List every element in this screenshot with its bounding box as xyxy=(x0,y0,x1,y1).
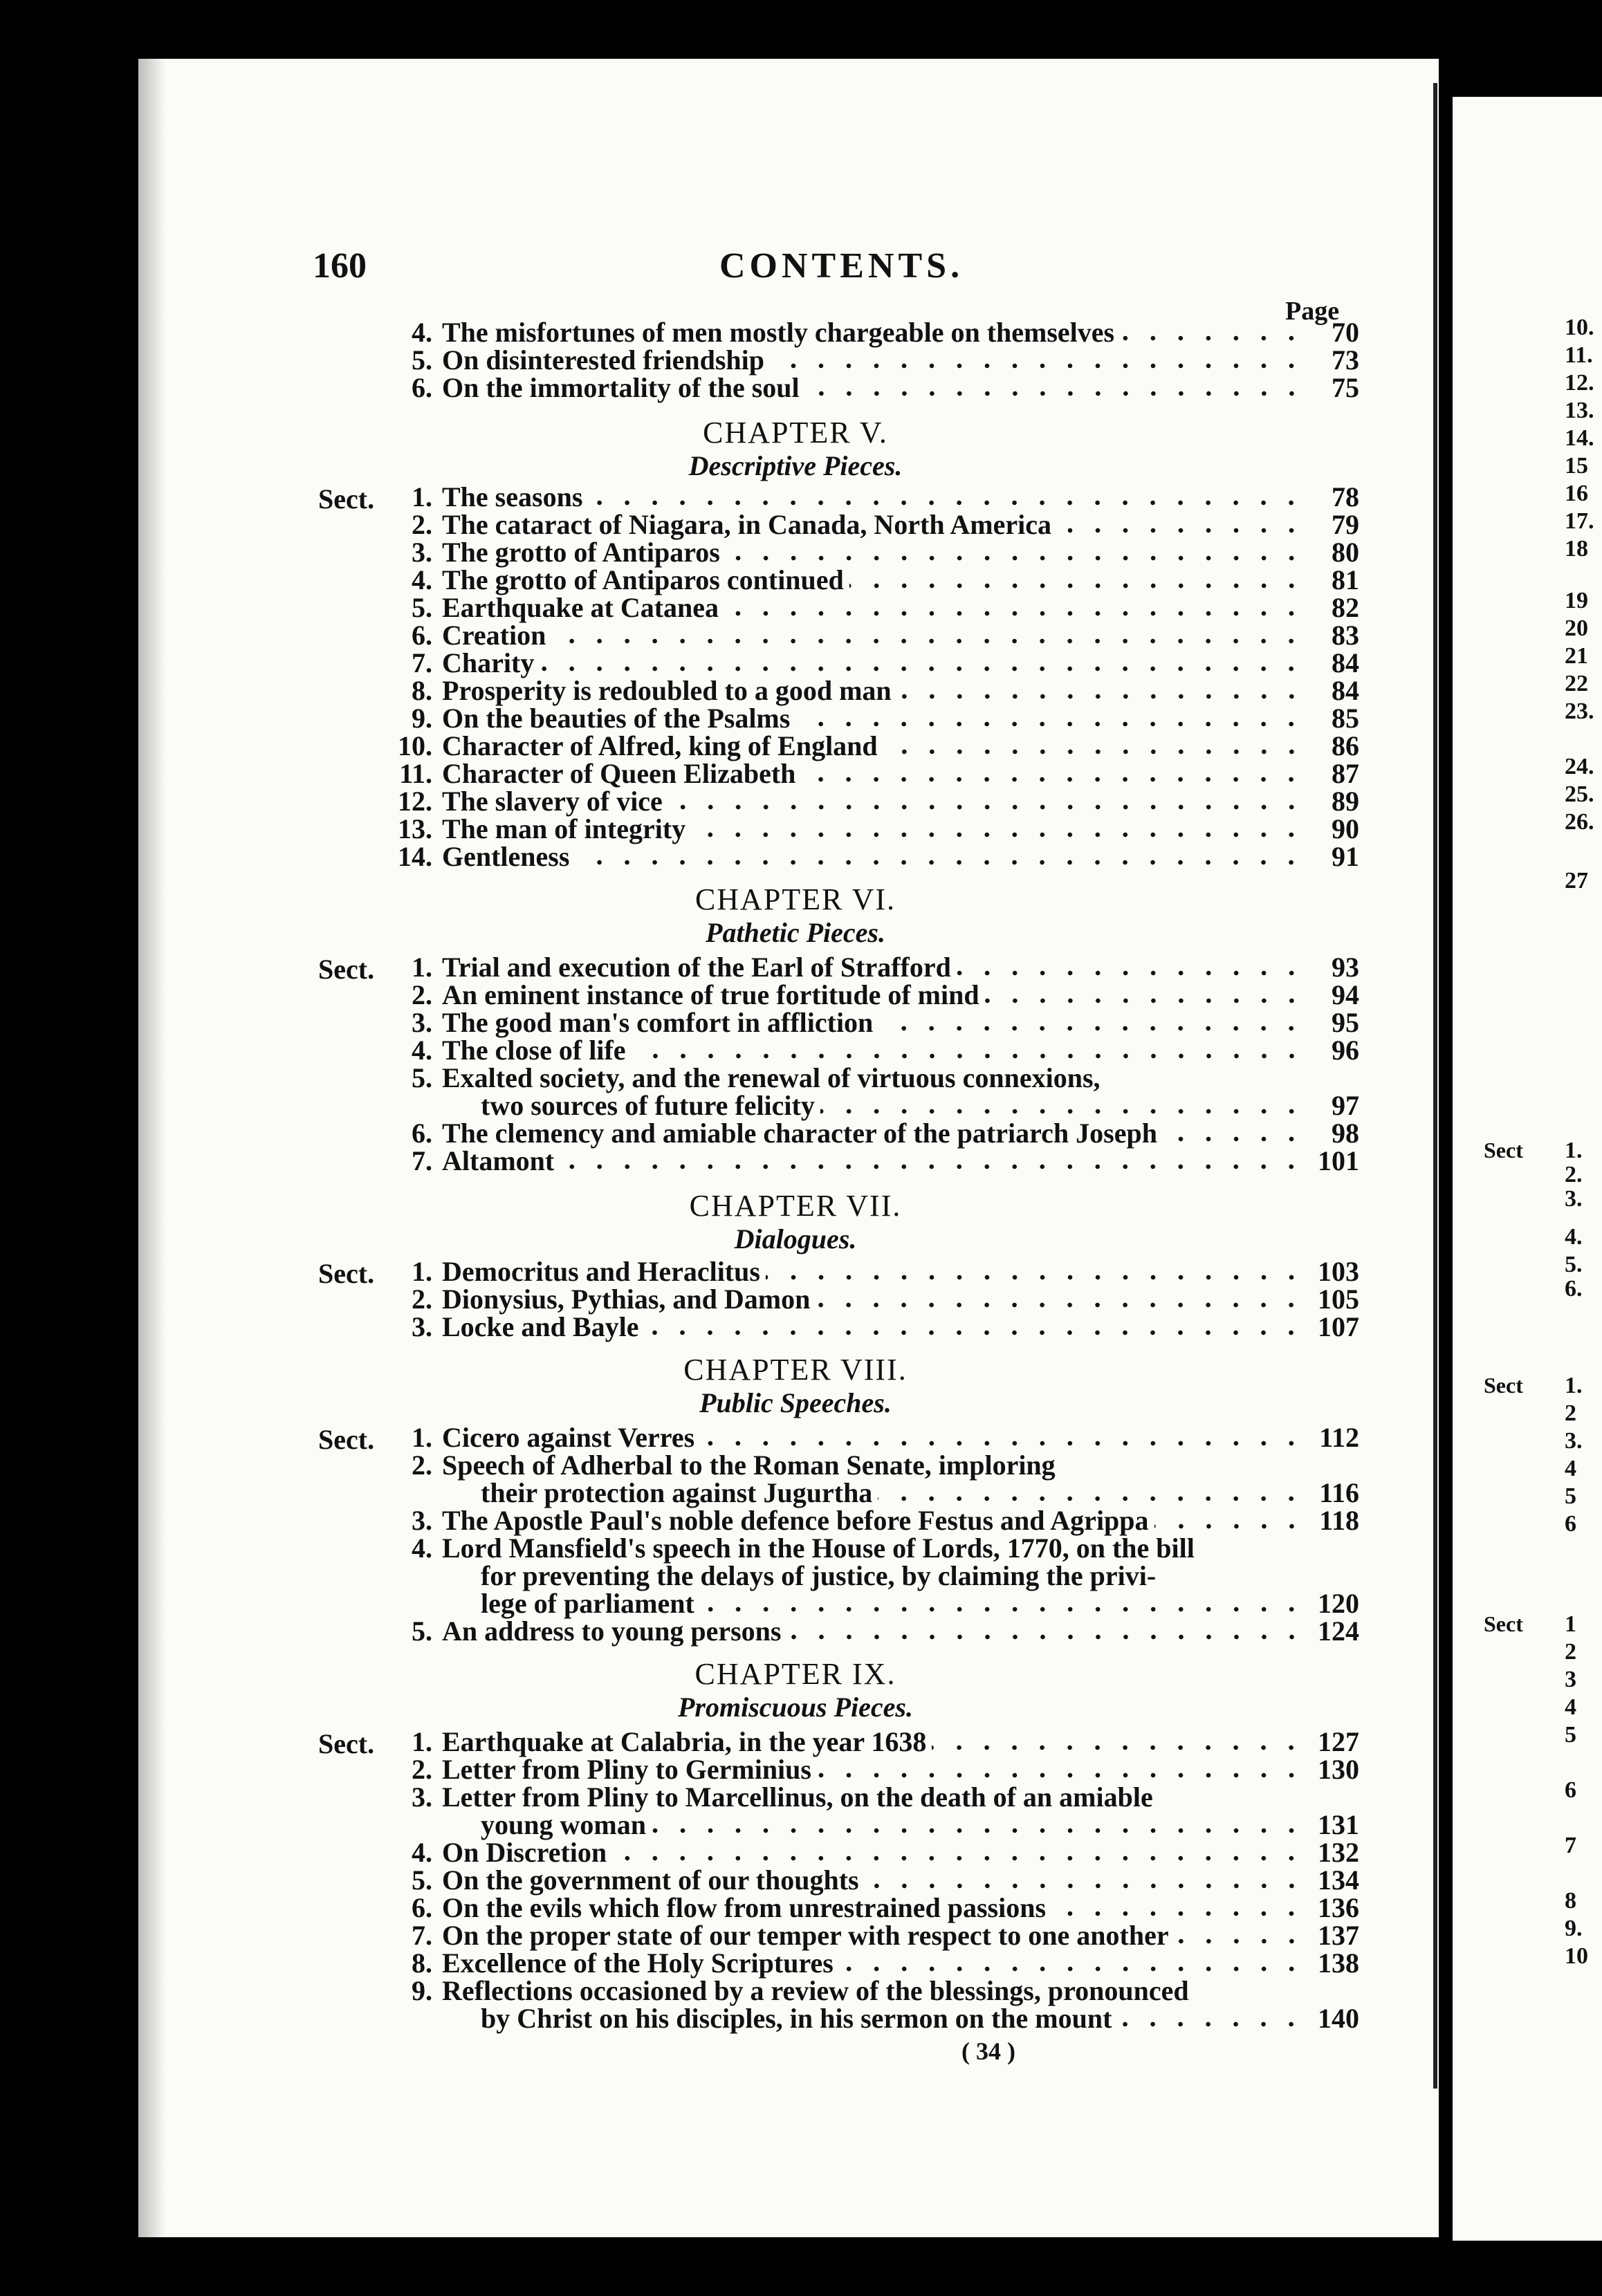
right-page-number: 3. xyxy=(1565,1428,1583,1454)
chapter-subtitle: Pathetic Pieces. xyxy=(706,917,885,948)
sect-label: Sect. xyxy=(318,1728,375,1759)
toc-entry: 13. The man of integrity 90 xyxy=(398,813,1359,844)
toc-entry: 3. The grotto of Antiparos 80 xyxy=(412,537,1359,568)
right-page-number: 19 xyxy=(1565,588,1588,613)
right-page-number: 4. xyxy=(1565,1224,1583,1250)
right-page-number: 15 xyxy=(1565,453,1588,479)
right-page-number: 12. xyxy=(1565,370,1594,396)
toc-entry: 9. Reflections occasioned by a review of the blessings, pronounced xyxy=(412,1975,1189,2006)
right-page-number: 11. xyxy=(1565,342,1593,368)
right-page-number: 3 xyxy=(1565,1667,1576,1692)
toc-entry: 6. The clemency and amiable character of the patriarch Joseph 98 xyxy=(412,1118,1359,1149)
toc-entry: 12. The slavery of vice 89 xyxy=(398,786,1359,817)
right-page-number: 4 xyxy=(1565,1694,1576,1720)
right-page-number: 10. xyxy=(1565,315,1594,340)
right-page-number: 6 xyxy=(1565,1777,1576,1803)
toc-entry: 7. Charity 84 xyxy=(412,647,1359,678)
toc-entry: 4. The misfortunes of men mostly chargeable on themselves 70 xyxy=(412,317,1359,348)
toc-entry: 6. On the immortality of the soul 75 xyxy=(412,372,1359,403)
right-page-number: 2. xyxy=(1565,1162,1583,1187)
toc-entry: 5. An address to young persons 124 xyxy=(412,1615,1359,1647)
chapter-heading: CHAPTER V. xyxy=(703,416,888,450)
toc-entry: 3. The good man's comfort in affliction 95 xyxy=(412,1007,1359,1038)
toc-entry-continuation: for preventing the delays of justice, by claiming the privi- xyxy=(481,1560,1157,1591)
chapter-heading: CHAPTER VIII. xyxy=(683,1353,908,1387)
page-gutter xyxy=(1433,83,1437,2089)
right-page-number: 1. xyxy=(1565,1373,1583,1398)
toc-entry: 9. On the beauties of the Psalms 85 xyxy=(412,703,1359,734)
chapter-subtitle: Descriptive Pieces. xyxy=(688,450,903,481)
toc-entry: 7. Altamont 101 xyxy=(412,1145,1359,1176)
right-page-number: 20 xyxy=(1565,615,1588,641)
toc-entry: 2. Letter from Pliny to Germinius 130 xyxy=(412,1754,1359,1785)
right-page-number: 6. xyxy=(1565,1276,1583,1302)
toc-entry: 7. On the proper state of our temper with respect to one another 137 xyxy=(412,1920,1359,1951)
toc-entry: 1. Democritus and Heraclitus 103 xyxy=(412,1256,1359,1287)
right-page-number: 7 xyxy=(1565,1833,1576,1858)
toc-entry: 2. An eminent instance of true fortitude of mind 94 xyxy=(412,979,1359,1010)
right-page-number: 14. xyxy=(1565,425,1594,451)
toc-entry: 2. Speech of Adherbal to the Roman Senate, imploring xyxy=(412,1450,1056,1481)
right-page-number: 24. xyxy=(1565,754,1594,779)
chapter-heading: CHAPTER VII. xyxy=(689,1189,902,1223)
toc-entry: 3. The Apostle Paul's noble defence before Festus and Agrippa 118 xyxy=(412,1505,1359,1536)
chapter-subtitle: Public Speeches. xyxy=(699,1387,892,1418)
toc-entry: 1. Cicero against Verres 112 xyxy=(412,1422,1359,1453)
toc-entry: 2. The cataract of Niagara, in Canada, North America 79 xyxy=(412,509,1359,540)
toc-entry: 4. The grotto of Antiparos continued 81 xyxy=(412,564,1359,595)
right-page-number: 8 xyxy=(1565,1888,1576,1914)
toc-entry: 4. Lord Mansfield's speech in the House of Lords, 1770, on the bill xyxy=(412,1533,1195,1564)
page-number: 160 xyxy=(313,246,367,286)
chapter-heading: CHAPTER VI. xyxy=(694,882,896,916)
chapter-subtitle: Promiscuous Pieces. xyxy=(678,1692,913,1723)
sect-label: Sect. xyxy=(318,1424,375,1455)
right-page-number: 13. xyxy=(1565,398,1594,423)
toc-entry-continuation: two sources of future felicity 97 xyxy=(481,1090,1359,1121)
right-page-number: 23. xyxy=(1565,698,1594,724)
toc-entry: 2. Dionysius, Pythias, and Damon 105 xyxy=(412,1284,1359,1315)
right-sect-label: Sect xyxy=(1484,1138,1523,1163)
toc-entry: 8. Excellence of the Holy Scriptures 138 xyxy=(412,1947,1359,1979)
right-page-number: 9. xyxy=(1565,1916,1583,1941)
right-page-number: 18 xyxy=(1565,536,1588,562)
toc-entry: 5. Earthquake at Catanea 82 xyxy=(412,592,1359,623)
sect-label: Sect. xyxy=(318,1258,375,1289)
toc-entry: 5. On disinterested friendship 73 xyxy=(412,344,1359,376)
right-page-number: 2 xyxy=(1565,1639,1576,1665)
signature-mark: ( 34 ) xyxy=(961,2037,1015,2065)
right-page-number: 26. xyxy=(1565,809,1594,835)
right-page-number: 27 xyxy=(1565,868,1588,894)
toc-entry-continuation: lege of parliament 120 xyxy=(481,1588,1359,1619)
toc-entry: 14. Gentleness 91 xyxy=(398,841,1359,872)
page-column-label: Page xyxy=(1285,297,1340,326)
toc-entry: 4. On Discretion 132 xyxy=(412,1837,1359,1868)
chapter-subtitle: Dialogues. xyxy=(734,1223,857,1255)
right-page-number: 1 xyxy=(1565,1611,1576,1637)
toc-entry: 1. Trial and execution of the Earl of Strafford 93 xyxy=(412,952,1359,983)
right-page-number: 25. xyxy=(1565,781,1594,807)
right-page-number: 5. xyxy=(1565,1252,1583,1277)
toc-entry: 8. Prosperity is redoubled to a good man 84 xyxy=(412,675,1359,706)
right-page-number: 5 xyxy=(1565,1722,1576,1748)
chapter-heading: CHAPTER IX. xyxy=(694,1657,896,1691)
right-page-number: 1. xyxy=(1565,1138,1583,1163)
toc-entry: 6. Creation 83 xyxy=(412,620,1359,651)
sect-label: Sect. xyxy=(318,483,375,515)
right-sect-label: Sect xyxy=(1484,1373,1523,1398)
toc-entry: 3. Letter from Pliny to Marcellinus, on the death of an amiable xyxy=(412,1781,1153,1813)
right-page-number: 17. xyxy=(1565,508,1594,534)
right-page-number: 22 xyxy=(1565,671,1588,696)
right-page-number: 4 xyxy=(1565,1456,1576,1481)
right-sect-label: Sect xyxy=(1484,1611,1523,1636)
page-fold-shadow xyxy=(138,59,166,2237)
toc-entry: 6. On the evils which flow from unrestrained passions 136 xyxy=(412,1892,1359,1923)
toc-entry: 3. Locke and Bayle 107 xyxy=(412,1311,1359,1342)
sect-label: Sect. xyxy=(318,954,375,985)
toc-entry-continuation: young woman 131 xyxy=(481,1809,1359,1840)
right-page-number: 2 xyxy=(1565,1400,1576,1426)
toc-entry: 5. On the government of our thoughts 134 xyxy=(412,1864,1359,1896)
right-page-number: 16 xyxy=(1565,481,1588,506)
right-page-number: 10 xyxy=(1565,1943,1588,1969)
right-page-number: 5 xyxy=(1565,1483,1576,1509)
right-page-number: 21 xyxy=(1565,643,1588,669)
right-page-number: 3. xyxy=(1565,1186,1583,1212)
toc-entry: 4. The close of life 96 xyxy=(412,1035,1359,1066)
right-page-number: 6 xyxy=(1565,1511,1576,1537)
toc-entry-continuation: their protection against Jugurtha 116 xyxy=(481,1477,1359,1508)
toc-entry: 1. The seasons 78 xyxy=(412,481,1359,512)
toc-entry: 1. Earthquake at Calabria, in the year 1638 127 xyxy=(412,1726,1359,1757)
toc-entry: 10. Character of Alfred, king of England 86 xyxy=(398,730,1359,761)
toc-entry: 5. Exalted society, and the renewal of virtuous connexions, xyxy=(412,1062,1101,1093)
toc-entry-continuation: by Christ on his disciples, in his sermon on the mount 140 xyxy=(481,2003,1359,2034)
toc-entry: 11. Character of Queen Elizabeth 87 xyxy=(399,758,1359,789)
page-title: CONTENTS. xyxy=(719,246,964,286)
